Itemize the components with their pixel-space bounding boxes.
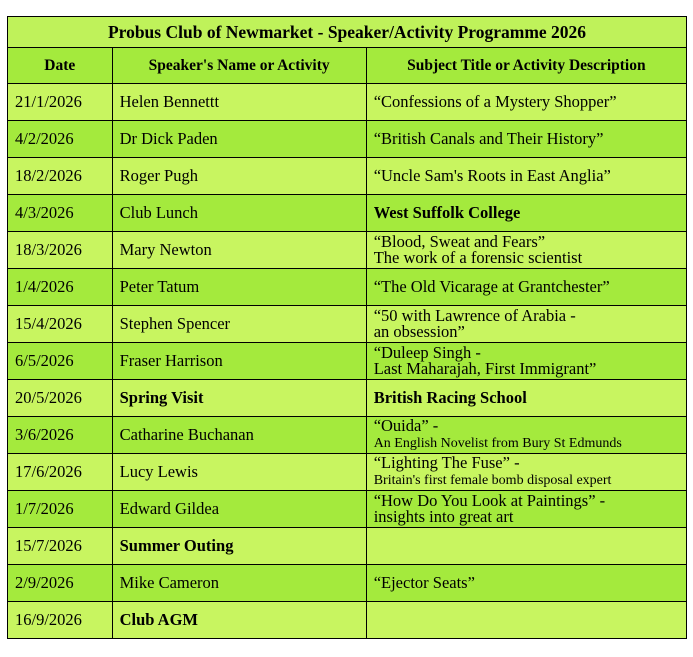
title-row	[8, 17, 687, 48]
speaker-cell: Fraser Harrison	[112, 343, 366, 380]
subject-line: “British Canals and Their History”	[373, 129, 604, 148]
date-cell: 3/6/2026	[8, 417, 113, 454]
table-row	[8, 84, 687, 121]
subject-line: “Ejector Seats”	[373, 573, 475, 592]
subject-cell	[366, 158, 686, 195]
header-speaker: Speaker's Name or Activity	[112, 48, 366, 84]
programme-table	[7, 16, 687, 639]
date-cell: 4/3/2026	[8, 195, 113, 232]
subject-cell	[366, 232, 686, 269]
date-cell: 20/5/2026	[8, 380, 113, 417]
subject-line-2: an obsession”	[373, 322, 465, 341]
table-row	[8, 491, 687, 528]
subject-cell	[366, 565, 686, 602]
table-row	[8, 417, 687, 454]
date-cell: 16/9/2026	[8, 602, 113, 639]
date-cell: 1/7/2026	[8, 491, 113, 528]
subject-line-2: Last Maharajah, First Immigrant”	[373, 359, 597, 378]
speaker-cell: Summer Outing	[112, 528, 366, 565]
subject-cell	[366, 84, 686, 121]
table-row	[8, 380, 687, 417]
subject-line: “Ouida” -	[373, 416, 439, 435]
table-row	[8, 602, 687, 639]
speaker-cell: Lucy Lewis	[112, 454, 366, 491]
date-cell: 17/6/2026	[8, 454, 113, 491]
subject-line-2: An English Novelist from Bury St Edmunds	[373, 436, 622, 451]
header-subject: Subject Title or Activity Description	[366, 48, 686, 84]
table-row	[8, 343, 687, 380]
subject-line: “How Do You Look at Paintings” -	[373, 491, 606, 510]
subject-cell	[366, 306, 686, 343]
date-cell: 4/2/2026	[8, 121, 113, 158]
date-cell: 18/3/2026	[8, 232, 113, 269]
subject-cell	[366, 269, 686, 306]
subject-cell	[366, 602, 686, 639]
subject-line: “Uncle Sam's Roots in East Anglia”	[373, 166, 611, 185]
subject-cell	[366, 454, 686, 491]
subject-line: “Confessions of a Mystery Shopper”	[373, 92, 617, 111]
table-row	[8, 565, 687, 602]
table-row	[8, 454, 687, 491]
subject-line: “Duleep Singh -	[373, 343, 481, 362]
table-row	[8, 195, 687, 232]
speaker-cell: Dr Dick Paden	[112, 121, 366, 158]
subject-cell	[366, 343, 686, 380]
subject-line: British Racing School	[373, 388, 527, 407]
date-cell: 15/4/2026	[8, 306, 113, 343]
subject-cell	[366, 380, 686, 417]
speaker-cell: Club Lunch	[112, 195, 366, 232]
speaker-cell: Helen Bennettt	[112, 84, 366, 121]
subject-line: “The Old Vicarage at Grantchester”	[373, 277, 610, 296]
date-cell: 2/9/2026	[8, 565, 113, 602]
table-row	[8, 269, 687, 306]
subject-cell	[366, 417, 686, 454]
header-row	[8, 48, 687, 84]
subject-line: West Suffolk College	[373, 203, 521, 222]
header-date: Date	[8, 48, 113, 84]
speaker-cell: Mike Cameron	[112, 565, 366, 602]
speaker-cell: Peter Tatum	[112, 269, 366, 306]
speaker-cell: Catharine Buchanan	[112, 417, 366, 454]
speaker-cell: Spring Visit	[112, 380, 366, 417]
subject-line-2: Britain's first female bomb disposal expert	[373, 473, 612, 488]
speaker-cell: Club AGM	[112, 602, 366, 639]
table-row	[8, 528, 687, 565]
subject-cell	[366, 528, 686, 565]
date-cell: 1/4/2026	[8, 269, 113, 306]
table-row	[8, 158, 687, 195]
subject-line-2: The work of a forensic scientist	[373, 248, 583, 267]
subject-line: “50 with Lawrence of Arabia -	[373, 306, 576, 325]
subject-cell	[366, 491, 686, 528]
subject-line-2: insights into great art	[373, 507, 514, 526]
date-cell: 15/7/2026	[8, 528, 113, 565]
subject-line: “Blood, Sweat and Fears”	[373, 232, 546, 251]
subject-cell	[366, 121, 686, 158]
date-cell: 6/5/2026	[8, 343, 113, 380]
programme-table-container	[7, 16, 687, 639]
subject-line: “Lighting The Fuse” -	[373, 453, 520, 472]
speaker-cell: Stephen Spencer	[112, 306, 366, 343]
table-row	[8, 121, 687, 158]
speaker-cell: Edward Gildea	[112, 491, 366, 528]
speaker-cell: Roger Pugh	[112, 158, 366, 195]
speaker-cell: Mary Newton	[112, 232, 366, 269]
date-cell: 18/2/2026	[8, 158, 113, 195]
page-title: Probus Club of Newmarket - Speaker/Activity Programme 2026	[8, 17, 687, 48]
table-row	[8, 306, 687, 343]
subject-cell	[366, 195, 686, 232]
table-row	[8, 232, 687, 269]
date-cell: 21/1/2026	[8, 84, 113, 121]
